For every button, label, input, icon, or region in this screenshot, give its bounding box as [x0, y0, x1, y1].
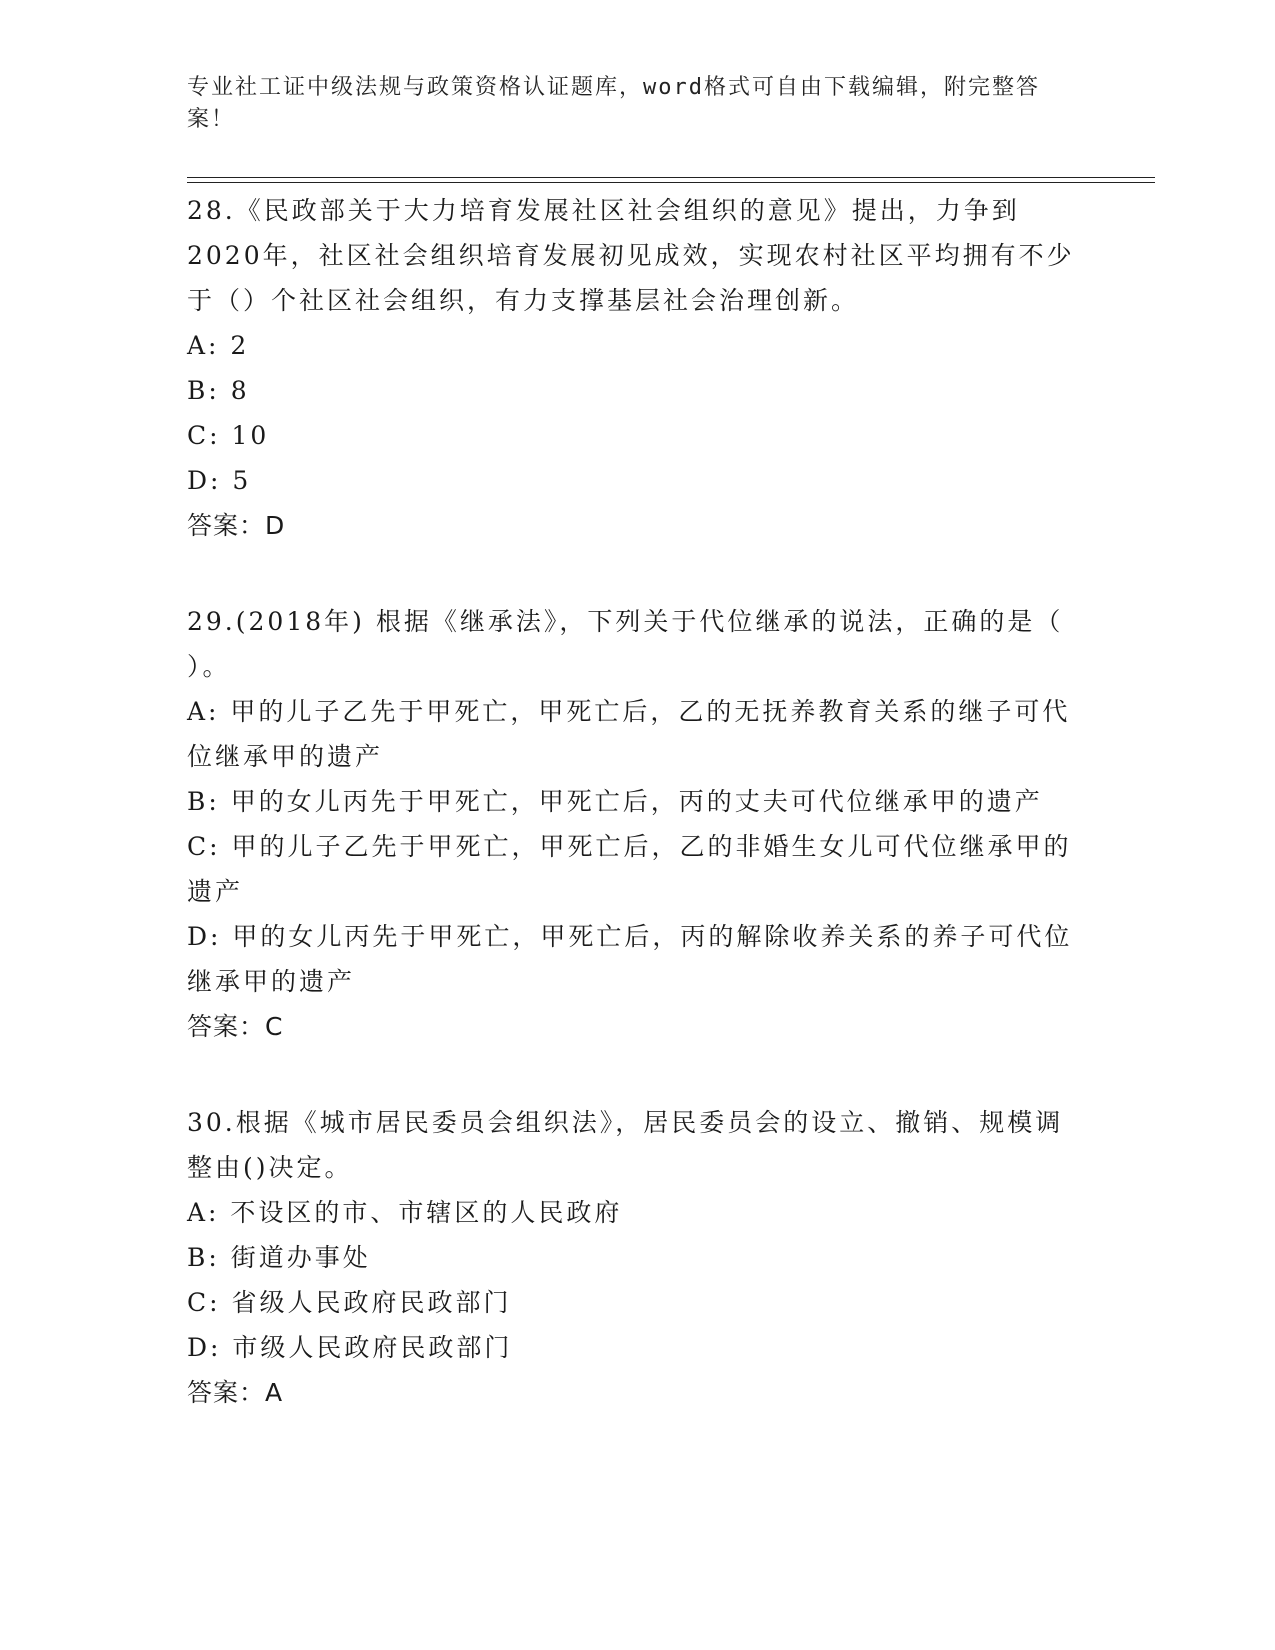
option-c: C: 省级人民政府民政部门 — [187, 1288, 512, 1317]
question-30 — [187, 1100, 1087, 1415]
answer-line: 答案：D — [187, 511, 286, 540]
option-c: C: 甲的儿子乙先于甲死亡，甲死亡后，乙的非婚生女儿可代位继承甲的遗产 — [187, 832, 1072, 906]
option-d: D: 5 — [187, 466, 252, 495]
answer-line: 答案：A — [187, 1378, 284, 1407]
option-d: D: 市级人民政府民政部门 — [187, 1333, 513, 1362]
header-divider-top — [187, 177, 1155, 178]
option-c: C: 10 — [187, 421, 270, 450]
option-a: A: 不设区的市、市辖区的人民政府 — [187, 1198, 623, 1227]
option-d: D: 甲的女儿丙先于甲死亡，甲死亡后，丙的解除收养关系的养子可代位继承甲的遗产 — [187, 922, 1073, 996]
question-28 — [187, 188, 1087, 548]
header-divider-bottom — [187, 182, 1155, 183]
option-a: A: 甲的儿子乙先于甲死亡，甲死亡后，乙的无抚养教育关系的继子可代位继承甲的遗产 — [187, 697, 1071, 771]
answer-line: 答案：C — [187, 1012, 284, 1041]
page-header: 专业社工证中级法规与政策资格认证题库，word格式可自由下载编辑，附完整答案！ — [187, 75, 1040, 132]
question-stem: 28.《民政部关于大力培育发展社区社会组织的意见》提出，力争到2020年，社区社会组织培育发展初见成效，实现农村社区平均拥有不少于（）个社区社会组织，有力支撑基层社会治理创新。 — [187, 196, 1075, 315]
option-a: A: 2 — [187, 331, 250, 360]
question-stem: 30.根据《城市居民委员会组织法》，居民委员会的设立、撤销、规模调整由()决定。 — [187, 1108, 1064, 1182]
option-b: B: 8 — [187, 376, 250, 405]
question-29 — [187, 599, 1087, 1049]
option-b: B: 街道办事处 — [187, 1243, 371, 1272]
option-b: B: 甲的女儿丙先于甲死亡，甲死亡后，丙的丈夫可代位继承甲的遗产 — [187, 787, 1043, 816]
question-stem: 29.(2018年) 根据《继承法》，下列关于代位继承的说法，正确的是（ ）。 — [187, 607, 1064, 681]
